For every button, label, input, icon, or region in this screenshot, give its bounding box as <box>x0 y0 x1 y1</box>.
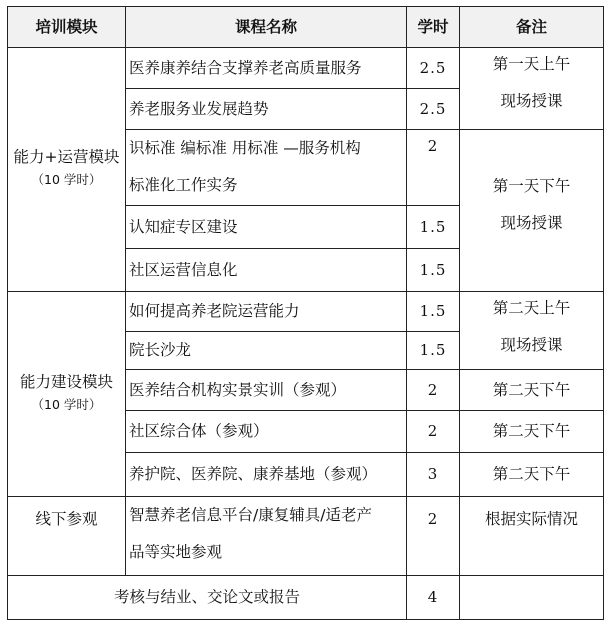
course-hours: 2 <box>407 130 460 206</box>
course-hours: 2 <box>407 497 460 576</box>
note-cell <box>460 292 604 370</box>
course-name: 如何提高养老院运营能力 <box>126 292 407 332</box>
note-line: 第二天上午 <box>492 299 571 317</box>
module-cell-offsite-visit: 线下参观 <box>8 497 126 576</box>
final-assessment-note <box>460 576 604 620</box>
module-hours: （10 学时） <box>31 172 102 187</box>
course-hours: 2.5 <box>407 48 460 89</box>
course-name: 社区运营信息化 <box>126 249 407 292</box>
module-hours: （10 学时） <box>31 396 102 412</box>
course-name: 养老服务业发展趋势 <box>126 89 407 130</box>
course-table <box>7 6 604 620</box>
note-cell: 第二天下午 <box>460 370 604 411</box>
note-cell: 根据实际情况 <box>460 497 604 576</box>
header-notes: 备注 <box>460 7 604 48</box>
note-cell: 第二天下午 <box>460 411 604 453</box>
course-hours: 2 <box>407 370 460 411</box>
header-row <box>8 7 604 48</box>
module-name: 能力建设模块 <box>19 372 113 391</box>
note-line: 第一天下午 <box>492 177 571 195</box>
note-line: 第一天上午 <box>492 55 571 73</box>
table-row <box>8 292 604 332</box>
note-line: 现场授课 <box>500 336 563 354</box>
note-cell <box>460 48 604 130</box>
table-row <box>8 576 604 620</box>
course-name-line: 品等实地参观 <box>129 543 223 561</box>
note-line: 现场授课 <box>500 214 563 232</box>
module-cell-capacity-operations <box>8 48 126 292</box>
table-row <box>8 48 604 89</box>
course-hours: 1.5 <box>407 292 460 332</box>
table-row <box>8 497 604 576</box>
course-name: 社区综合体（参观） <box>126 411 407 453</box>
final-assessment-label: 考核与结业、交论文或报告 <box>8 576 407 620</box>
note-cell <box>460 130 604 292</box>
note-line: 现场授课 <box>500 92 563 110</box>
course-name <box>126 130 407 206</box>
course-hours: 1.5 <box>407 332 460 370</box>
course-hours: 1.5 <box>407 206 460 249</box>
note-cell: 第二天下午 <box>460 453 604 497</box>
course-hours: 3 <box>407 453 460 497</box>
course-hours: 2 <box>407 411 460 453</box>
course-name: 医养康养结合支撑养老高质量服务 <box>126 48 407 89</box>
header-course: 课程名称 <box>126 7 407 48</box>
module-cell-capacity-building <box>8 292 126 497</box>
course-hours: 2.5 <box>407 89 460 130</box>
module-name: 能力+运营模块 <box>13 148 120 166</box>
course-name: 认知症专区建设 <box>126 206 407 249</box>
course-name: 院长沙龙 <box>126 332 407 370</box>
header-hours: 学时 <box>407 7 460 48</box>
header-module: 培训模块 <box>8 7 126 48</box>
course-hours: 1.5 <box>407 249 460 292</box>
course-name <box>126 497 407 576</box>
course-name-line: 标准化工作实务 <box>129 176 238 194</box>
course-name-line: 识标准 编标准 用标准 —服务机构 <box>129 139 361 157</box>
final-assessment-hours: 4 <box>407 576 460 620</box>
course-name-line: 智慧养老信息平台/康复辅具/适老产 <box>129 506 372 524</box>
course-name: 医养结合机构实景实训（参观） <box>126 370 407 411</box>
course-name: 养护院、医养院、康养基地（参观） <box>126 453 407 497</box>
